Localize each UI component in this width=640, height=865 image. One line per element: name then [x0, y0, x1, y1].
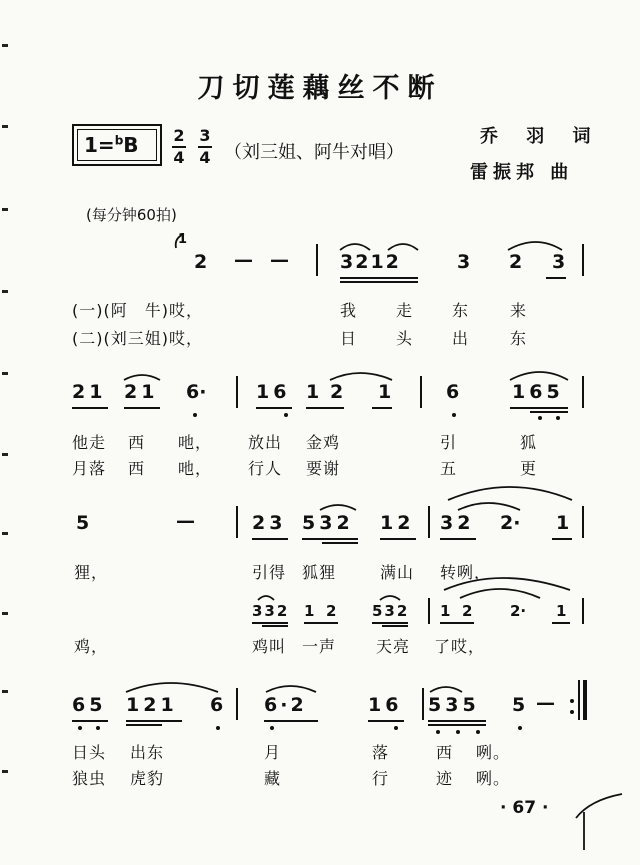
slur [458, 503, 520, 510]
lyric: 狸， [74, 563, 109, 582]
note-group: 65 [72, 694, 107, 716]
note: 1 [378, 381, 392, 403]
lyric: 日头 [72, 743, 107, 762]
slur [330, 373, 392, 380]
lyric: 日 [340, 329, 358, 348]
note-group: 21 [72, 381, 107, 403]
lyric: 了哎， [434, 637, 486, 656]
lyric: 吔， [178, 433, 213, 452]
lyric: 东 [452, 301, 470, 320]
note: 6 [210, 694, 224, 716]
slur [124, 375, 160, 380]
lyric: 行人 [248, 459, 283, 478]
note-group: 121 [126, 694, 178, 716]
note: 3 [457, 251, 471, 273]
lyric: 东 [510, 329, 528, 348]
lyric: 来 [510, 301, 528, 320]
lyric: 引得 [252, 563, 287, 582]
time-sig-bottom: 4 [173, 148, 185, 167]
note: 1 [556, 512, 570, 534]
note: 2 [194, 251, 208, 273]
grace-note: 1 [178, 232, 188, 247]
slur [460, 589, 540, 598]
dash: — [536, 692, 555, 714]
performers-note: （刘三姐、阿牛对唱） [224, 142, 404, 163]
note-group: 532 [372, 602, 410, 620]
note: 1 [306, 381, 320, 403]
note: 3 [552, 251, 566, 273]
phrase-slur [444, 578, 570, 590]
note-group: 332 [252, 602, 290, 620]
note-group: 16 [256, 381, 291, 403]
slur [266, 686, 316, 692]
lyric-label: (二)(刘三姐)哎， [72, 329, 203, 348]
note-group: 12 [380, 512, 415, 534]
lyric: 咧。 [476, 769, 511, 788]
lyric: 藏 [264, 769, 282, 788]
note: 1 [440, 602, 451, 620]
flat-sign: b [114, 133, 124, 148]
lyric: 吔， [178, 459, 213, 478]
lyric: 天亮 [376, 637, 411, 656]
note: 2 [330, 381, 344, 403]
dash: — [234, 249, 253, 271]
note-group: 23 [252, 512, 287, 534]
slur [508, 242, 562, 250]
lyric: 我 [340, 301, 358, 320]
lyric: 月落 [72, 459, 107, 478]
key-prefix: 1= [84, 133, 115, 157]
composer-credit: 雷振邦 曲 [470, 162, 574, 183]
lyric: 迹 [436, 769, 454, 788]
note: 2· [500, 512, 521, 534]
lyric: 更 [520, 459, 538, 478]
lyric: 狼虫 [72, 769, 107, 788]
lyric: 鸡， [74, 637, 109, 656]
lyric: 咧。 [476, 743, 511, 762]
dash: — [176, 510, 195, 532]
slur [388, 244, 418, 250]
slur [430, 687, 462, 692]
page-number: · 67 · [500, 798, 549, 818]
lyric: 金鸡 [306, 433, 341, 452]
note: 6 [446, 381, 460, 403]
note-group: 535 [428, 694, 480, 716]
slur [380, 596, 400, 600]
phrase-slur [448, 487, 572, 500]
note: 2 [462, 602, 473, 620]
lyric: 引 [440, 433, 458, 452]
slur [320, 505, 356, 510]
lyric: 头 [396, 329, 414, 348]
lyric: 狐狸 [302, 563, 337, 582]
lyric: 放出 [248, 433, 283, 452]
time-sig-bottom: 4 [199, 148, 211, 167]
lyricist-credit: 乔 羽 词 [480, 126, 602, 147]
lyric: 出 [452, 329, 470, 348]
tempo-marking: (每分钟60拍) [86, 206, 177, 224]
time-sig-top: 2 [173, 126, 185, 145]
lyric: 转咧， [440, 563, 492, 582]
lyric: 鸡叫 [252, 637, 287, 656]
note: 6· [186, 381, 207, 403]
lyric: 西 [128, 433, 146, 452]
note-group: 165 [512, 381, 564, 403]
lyric-label: (一)(阿 牛)哎， [72, 301, 203, 320]
note-group: 32 [440, 512, 475, 534]
key-note: B [123, 133, 139, 157]
note-group: 532 [302, 512, 354, 534]
lyric: 行 [372, 769, 390, 788]
lyric: 月 [264, 743, 282, 762]
note: 2 [326, 602, 337, 620]
slur [126, 683, 218, 692]
grace-slur [176, 234, 184, 248]
note: 1 [556, 602, 567, 620]
lyric: 满山 [380, 563, 415, 582]
slur [258, 596, 274, 600]
note-group: 16 [368, 694, 403, 716]
note: 1 [304, 602, 315, 620]
lyric: 西 [128, 459, 146, 478]
dash: — [270, 249, 289, 271]
lyric: 要谢 [306, 459, 341, 478]
lyric: 落 [372, 743, 390, 762]
page-corner-mark [576, 794, 622, 818]
note-group: 3212 [340, 251, 401, 273]
lyric: 虎豹 [130, 769, 165, 788]
lyric: 出东 [130, 743, 165, 762]
lyric: 他走 [72, 433, 107, 452]
slur [340, 244, 370, 250]
note: 5 [76, 512, 90, 534]
lyric: 五 [440, 459, 458, 478]
lyric: 狐 [520, 433, 538, 452]
note: 5 [512, 694, 526, 716]
note: 2· [510, 602, 527, 620]
lyric: 走 [396, 301, 414, 320]
note: 2 [509, 251, 523, 273]
song-title: 刀切莲藕丝不断 [197, 73, 443, 104]
note-group: 21 [124, 381, 159, 403]
slur [510, 372, 568, 380]
lyric: 西 [436, 743, 454, 762]
note-group: 6·2 [264, 694, 307, 716]
time-sig-top: 3 [199, 126, 211, 145]
lyric: 一声 [302, 637, 337, 656]
